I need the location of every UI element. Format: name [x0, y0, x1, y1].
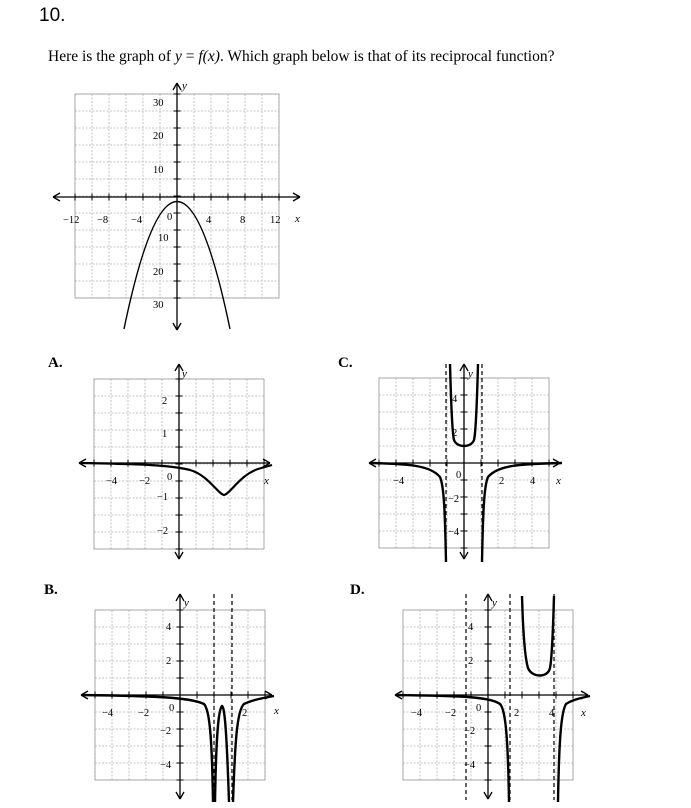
x-tick-label: 0: [169, 703, 175, 714]
y-tick-label: −2: [464, 726, 476, 737]
x-tick-label: 0: [456, 470, 462, 481]
option-a-graph[interactable]: [78, 362, 274, 562]
x-axis-label: x: [264, 475, 269, 487]
x-tick-label: 4: [530, 476, 536, 487]
y-tick-label: −4: [160, 760, 172, 771]
option-d-graph[interactable]: [394, 592, 592, 802]
x-tick-label: −4: [106, 476, 118, 487]
x-tick-label: 4: [206, 215, 212, 226]
y-tick-label: −1: [157, 492, 169, 503]
x-tick-label: −12: [63, 215, 80, 226]
y-tick-label: 4: [452, 394, 458, 405]
x-axis-label: x: [274, 705, 279, 717]
y-axis-label: y: [184, 597, 189, 609]
y-tick-label: −4: [464, 760, 476, 771]
y-tick-label: 2: [468, 656, 474, 667]
x-axis-label: x: [295, 213, 300, 225]
x-tick-label: −4: [102, 708, 114, 719]
y-tick-label: 4: [468, 622, 474, 633]
option-c-graph[interactable]: [368, 362, 564, 562]
y-tick-label: 30: [153, 98, 164, 109]
y-tick-label: −4: [448, 527, 460, 538]
y-tick-label: 20: [153, 267, 164, 278]
x-tick-label: 8: [240, 215, 246, 226]
y-axis-label: y: [468, 368, 473, 380]
axis-arrows: [79, 364, 270, 559]
y-tick-label: −2: [157, 526, 169, 537]
y-tick-label: 2: [452, 428, 458, 439]
question-text: Here is the graph of y = f(x). Which graph below is that of its reciprocal function?: [48, 48, 555, 65]
y-tick-label: 10: [158, 233, 169, 244]
x-tick-label: 2: [242, 708, 248, 719]
y-tick-label: 2: [162, 396, 168, 407]
x-axis-label: x: [581, 707, 586, 719]
x-tick-label: −2: [138, 708, 150, 719]
y-axis-label: y: [492, 597, 497, 609]
option-b-label[interactable]: B.: [44, 582, 58, 598]
main-graph: [50, 80, 310, 335]
x-tick-label: 12: [270, 215, 281, 226]
question-number: 10.: [39, 5, 66, 26]
y-tick-label: −2: [448, 494, 460, 505]
x-tick-label: 0: [167, 212, 173, 223]
x-tick-label: 0: [167, 472, 173, 483]
x-tick-label: −2: [445, 708, 457, 719]
x-tick-label: −4: [393, 476, 405, 487]
x-tick-label: −2: [139, 476, 151, 487]
option-a-label[interactable]: A.: [48, 355, 63, 371]
y-tick-label: 4: [166, 622, 172, 633]
x-tick-label: −4: [131, 215, 143, 226]
x-tick-label: 2: [514, 708, 520, 719]
y-tick-label: 20: [153, 131, 164, 142]
option-b-graph[interactable]: [80, 592, 279, 802]
x-tick-label: 4: [549, 708, 555, 719]
y-tick-label: 30: [153, 300, 164, 311]
y-tick-label: 10: [153, 165, 164, 176]
y-axis-label: y: [182, 80, 187, 92]
y-axis-label: y: [182, 368, 187, 380]
option-d-label[interactable]: D.: [350, 582, 365, 598]
y-tick-label: 1: [162, 429, 168, 440]
x-tick-label: −8: [97, 215, 109, 226]
y-tick-label: 2: [166, 656, 172, 667]
option-c-label[interactable]: C.: [338, 355, 353, 371]
x-axis-label: x: [556, 475, 561, 487]
x-tick-label: −4: [411, 708, 423, 719]
y-tick-label: −2: [160, 726, 172, 737]
x-tick-label: 0: [476, 703, 482, 714]
x-tick-label: 2: [499, 476, 505, 487]
